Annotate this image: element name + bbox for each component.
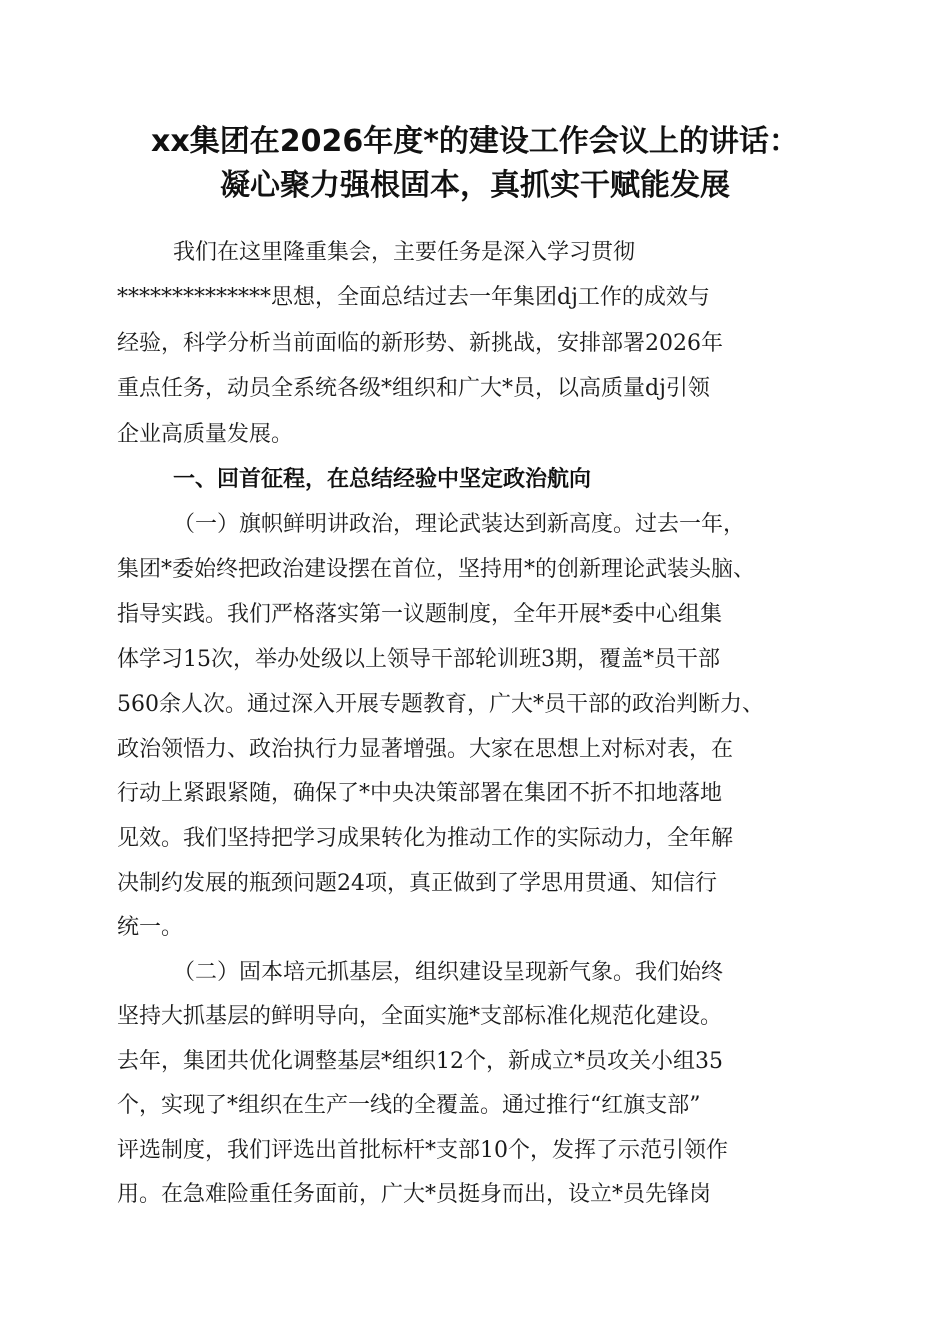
paragraph-line: 重点任务，动员全系统各级*组织和广大*员，以高质量dj引领 xyxy=(117,376,710,401)
paragraph-line: 决制约发展的瓶颈问题24项，真正做到了学思用贯通、知信行 xyxy=(117,871,717,896)
section-heading-1: 一、回首征程，在总结经验中坚定政治航向 xyxy=(173,467,592,492)
paragraph-line: 去年，集团共优化调整基层*组织12个，新成立*员攻关小组35 xyxy=(117,1049,723,1074)
paragraph-line: 企业高质量发展。 xyxy=(117,422,294,447)
paragraph-line: 体学习15次，举办处级以上领导干部轮训班3期，覆盖*员干部 xyxy=(117,647,720,672)
paragraph-line: 经验，科学分析当前面临的新形势、新挑战，安排部署2026年 xyxy=(117,331,723,356)
document-title-line-2: 凝心聚力强根固本，真抓实干赋能发展 xyxy=(220,168,730,203)
paragraph-line: 见效。我们坚持把学习成果转化为推动工作的实际动力，全年解 xyxy=(117,826,734,851)
paragraph-line: （二）固本培元抓基层，组织建设呈现新气象。我们始终 xyxy=(173,960,724,985)
paragraph-line: 用。在急难险重任务面前，广大*员挺身而出，设立*员先锋岗 xyxy=(117,1182,712,1207)
paragraph-line: 坚持大抓基层的鲜明导向，全面实施*支部标准化规范化建设。 xyxy=(117,1004,723,1029)
paragraph-line: 政治领悟力、政治执行力显著增强。大家在思想上对标对表，在 xyxy=(117,737,734,762)
paragraph-line: 评选制度，我们评选出首批标杆*支部10个，发挥了示范引领作 xyxy=(117,1138,728,1163)
paragraph-line: （一）旗帜鲜明讲政治，理论武装达到新高度。过去一年， xyxy=(173,512,746,537)
paragraph-line: 集团*委始终把政治建设摆在首位，坚持用*的创新理论武装头脑、 xyxy=(117,557,756,582)
paragraph-line: **************思想，全面总结过去一年集团dj工作的成效与 xyxy=(117,285,710,310)
paragraph-line: 行动上紧跟紧随，确保了*中央决策部署在集团不折不扣地落地 xyxy=(117,781,723,806)
paragraph-line: 我们在这里隆重集会，主要任务是深入学习贯彻 xyxy=(173,240,636,265)
paragraph-line: 个，实现了*组织在生产一线的全覆盖。通过推行“红旗支部” xyxy=(117,1093,701,1118)
paragraph-line: 560余人次。通过深入开展专题教育，广大*员干部的政治判断力、 xyxy=(117,692,764,717)
document-title-line-1: xx集团在2026年度*的建设工作会议上的讲话： xyxy=(151,124,799,159)
paragraph-line: 统一。 xyxy=(117,915,184,940)
paragraph-line: 指导实践。我们严格落实第一议题制度，全年开展*委中心组集 xyxy=(117,602,723,627)
